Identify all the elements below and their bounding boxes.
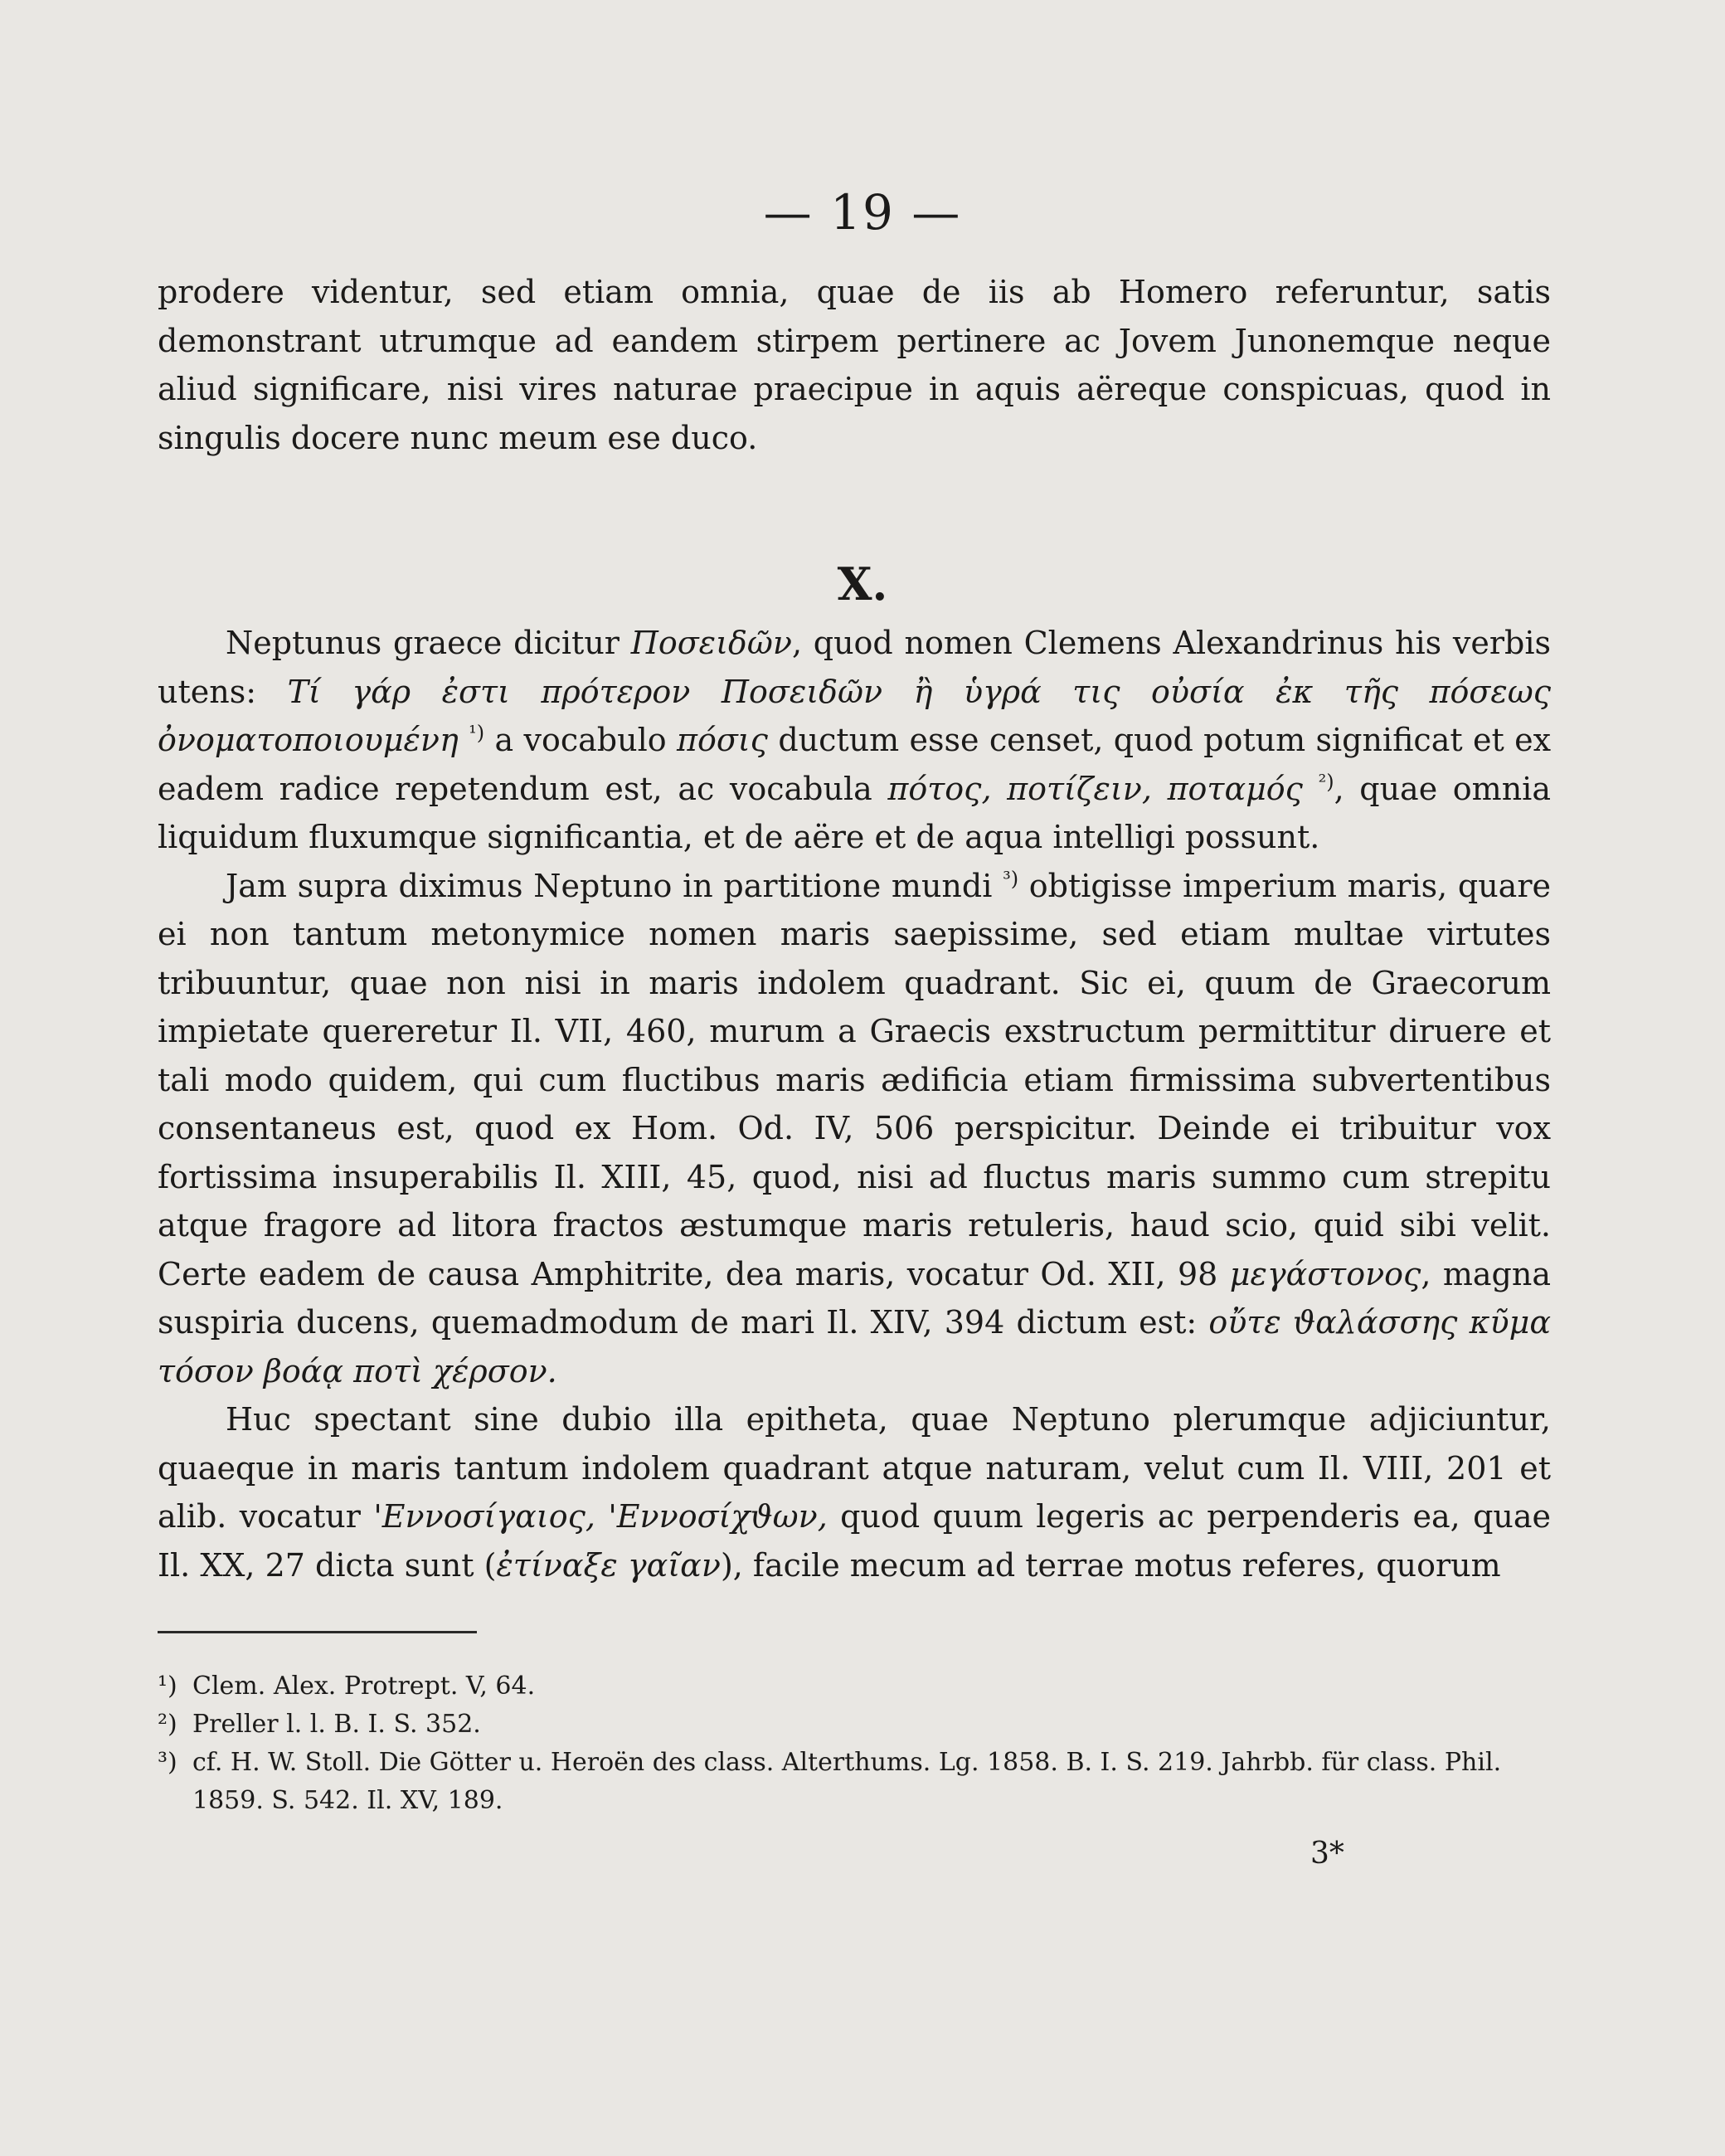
signature-mark: 3* <box>1310 1837 1344 1871</box>
greek-text: πόσις <box>676 722 768 758</box>
text: Huc spectant sine dubio illa epitheta, quae Neptuno plerumque adjiciuntur, quaeque in maris tantum indolem quadrant atque naturam, velut cum Il. VIII, 201 et alib. vocatur <box>158 1401 1551 1535</box>
footnote-ref: ¹) <box>469 721 485 745</box>
footnote-text: Clem. Alex. Protrept. V, 64. <box>192 1672 536 1701</box>
text: Neptunus graece dicitur <box>226 625 631 661</box>
footnote-ref: ²) <box>1318 769 1334 793</box>
footnote <box>158 1744 1551 1820</box>
footnote <box>158 1667 1551 1706</box>
greek-quote: Τί γάρ ἐστι πρότερον Ποσειδῶν ἢ ὑγρά τις οὐσία ἐκ τῆς πόσεως ὀνοματοποιουμένη <box>158 673 1552 758</box>
intro-paragraph <box>158 268 1551 462</box>
footnote-mark: ³) <box>158 1748 177 1777</box>
greek-text: ἐτίναξε γαῖαν <box>496 1546 721 1584</box>
page-number: — 19 — <box>763 184 962 241</box>
footnote-mark: ²) <box>158 1710 177 1739</box>
paragraph-2 <box>158 862 1551 1396</box>
greek-text: 'Εννοσίγαιος, 'Εννοσίχϑων, <box>373 1498 828 1535</box>
greek-quote: οὔτε ϑαλάσσης κῦμα τόσον βοάᾳ ποτὶ χέρσον. <box>158 1304 1551 1389</box>
footnote-text: Preller l. l. B. I. S. 352. <box>192 1710 481 1739</box>
text: , quae omnia liquidum fluxumque significantia, et de aëre et de aqua intelligi possunt. <box>158 770 1551 855</box>
text: Jam supra diximus Neptuno in partitione mundi <box>226 867 993 904</box>
section-heading: X. <box>837 557 888 611</box>
footnote-ref: ³) <box>1003 866 1019 890</box>
text: obtigisse imperium maris, quare ei non tantum metonymice nomen maris saepissime, sed etiam multae virtutes tribuuntur, quae non nisi in maris indolem quadrant. Sic ei, quum de Graecorum impietate quereretur Il. VII, 460, murum a Graecis exstructum permittitur diruere et tali modo quidem, qui cum fluctibus maris ædificia etiam firmissima subvertentibus consentaneus est, quod ex Hom. Od. IV, 506 perspicitur. Deinde ei tribuitur vox fortissima insuperabilis Il. XIII, 45, quod, nisi ad fluctus maris summo cum strepitu atque fragore ad litora fractos æstumque maris retuleris, haud scio, quid sibi velit. Certe eadem de causa Amphitrite, dea maris, vocatur Od. XII, 98 <box>158 867 1551 1292</box>
greek-text: μεγάστονος <box>1229 1255 1421 1292</box>
greek-text: Ποσειδῶν <box>630 625 792 661</box>
text: ), facile mecum ad terrae motus referes, quorum <box>720 1546 1501 1584</box>
footnotes <box>158 1667 1551 1820</box>
footnote-divider <box>158 1631 477 1633</box>
paragraph-3 <box>158 1395 1551 1589</box>
text: , quod nomen Clemens Alexandrinus his verbis utens: <box>158 625 1551 710</box>
text: a vocabulo <box>484 722 677 758</box>
footnote <box>158 1706 1551 1744</box>
text: quod quum legeris ac perpenderis ea, quae Il. XX, 27 dicta sunt ( <box>158 1498 1552 1584</box>
text: ductum esse censet, quod potum significat et ex eadem radice repetendum est, ac vocabula <box>158 722 1551 807</box>
footnote-mark: ¹) <box>158 1672 177 1701</box>
paragraph-1 <box>158 619 1551 862</box>
main-text <box>158 619 1551 1589</box>
greek-text: πότος, ποτίζειν, ποταμός <box>887 770 1303 807</box>
footnote-text: cf. H. W. Stoll. Die Götter u. Heroën des class. Alterthums. Lg. 1858. B. I. S. 219. Jahrbb. für class. Phil. 1859. S. 542. Il. XV, 189. <box>192 1748 1502 1815</box>
text: , magna suspiria ducens, quemadmodum de mari Il. XIV, 394 dictum est: <box>158 1255 1551 1341</box>
intro-text: prodere videntur, sed etiam omnia, quae de iis ab Homero referuntur, satis demonstrant utrumque ad eandem stirpem pertinere ac Jovem Junonemque neque aliud significare, nisi vires naturae praecipue in aquis aëreque conspicuas, quod in singulis docere nunc meum ese duco. <box>158 274 1551 456</box>
